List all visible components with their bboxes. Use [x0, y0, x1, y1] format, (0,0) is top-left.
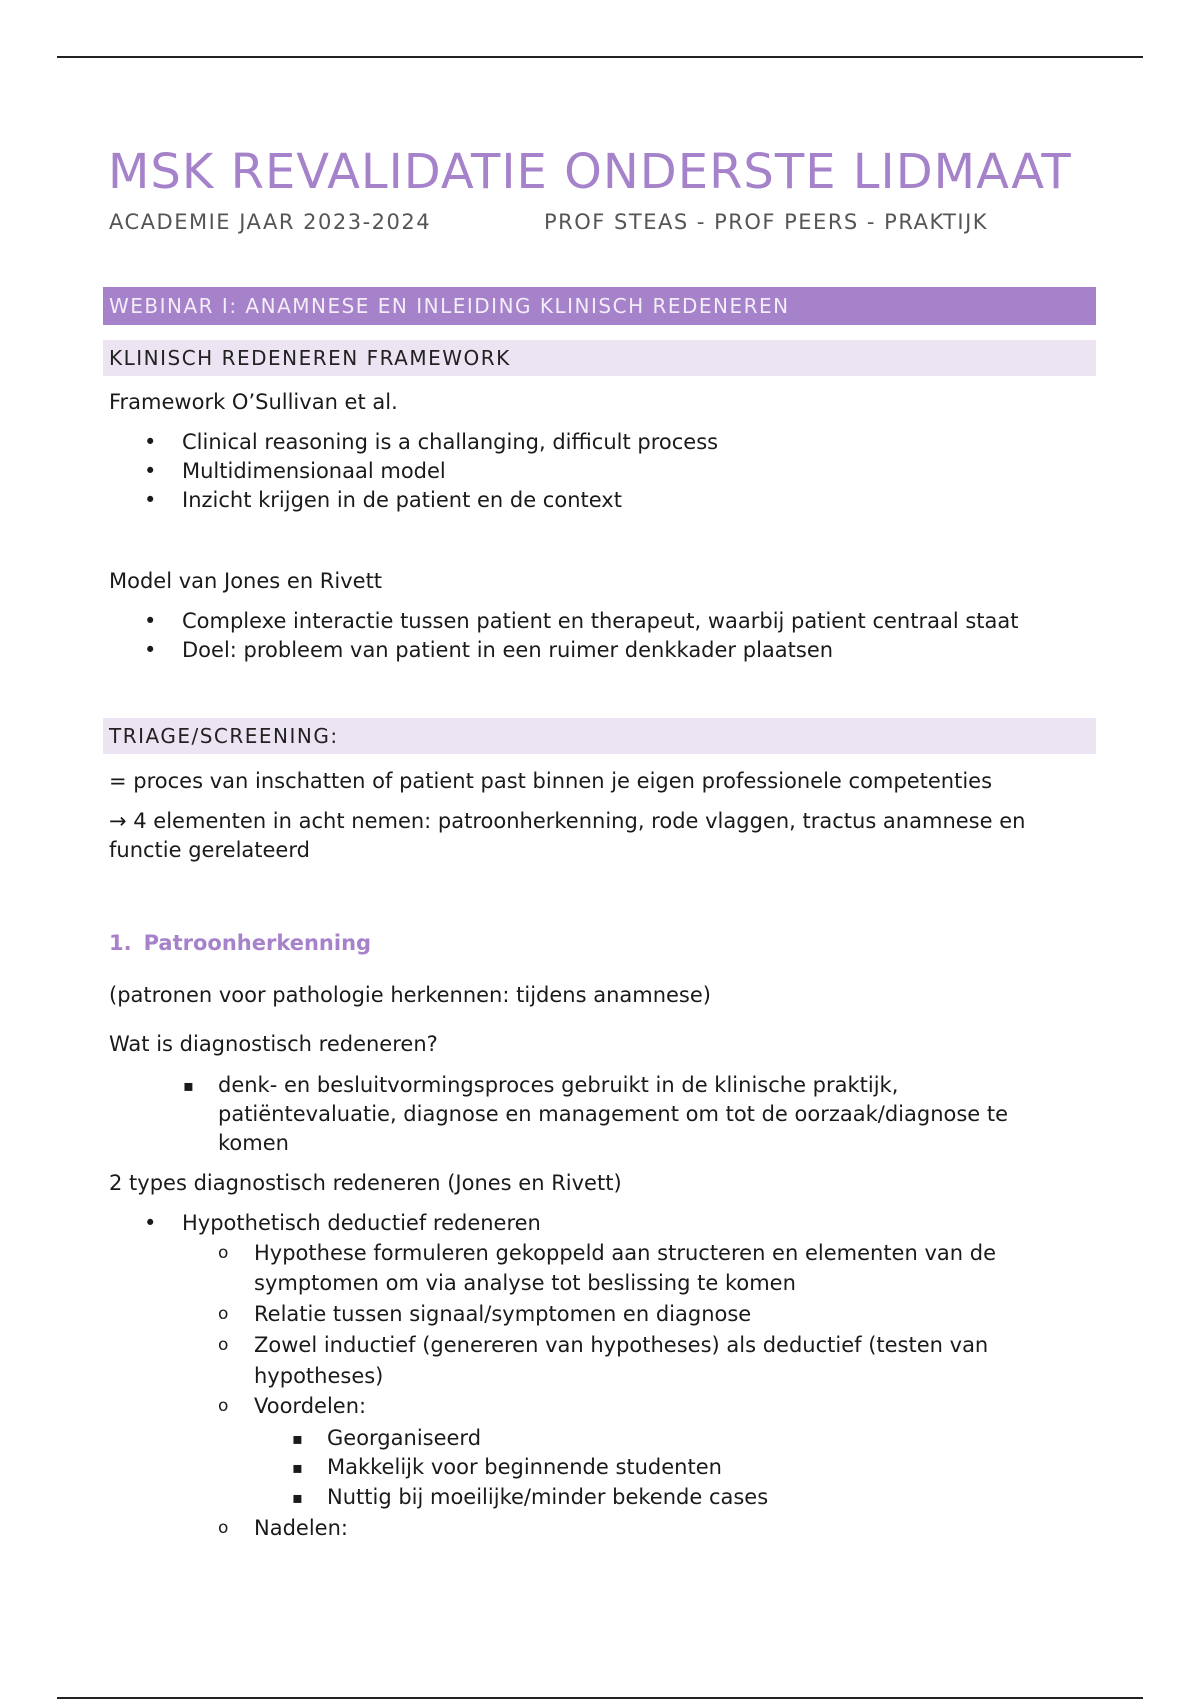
framework-bullet: Inzicht krijgen in de patient en de context	[182, 488, 622, 512]
type1-item: Relatie tussen signaal/symptomen en diagnose	[254, 1302, 752, 1326]
type1-item-continued: symptomen om via analyse tot beslissing te komen	[254, 1271, 796, 1295]
triage-definition: = proces van inschatten of patient past binnen je eigen professionele competenties	[109, 769, 993, 793]
document-title: MSK REVALIDATIE ONDERSTE LIDMAAT	[108, 144, 1072, 200]
model-bullet: Doel: probleem van patient in een ruimer denkkader plaatsen	[182, 638, 834, 662]
professors-line: PROF STEAS - PROF PEERS - PRAKTIJK	[544, 210, 989, 234]
webinar-heading: WEBINAR I: ANAMNESE EN INLEIDING KLINISCH REDENEREN	[103, 287, 1096, 325]
types-label: 2 types diagnostisch redeneren (Jones en Rivett)	[109, 1171, 622, 1195]
framework-bullet: Multidimensionaal model	[182, 459, 446, 483]
subsection-heading-patroonherkenning	[109, 931, 371, 955]
square-bullet-icon: ▪	[183, 1076, 194, 1095]
circle-bullet-icon: o	[218, 1518, 229, 1538]
circle-bullet-icon: o	[218, 1335, 229, 1355]
square-bullet-icon: ▪	[292, 1458, 303, 1477]
square-bullet-icon: ▪	[292, 1429, 303, 1448]
diagnostic-answer-line: komen	[218, 1131, 289, 1155]
voordelen-label: Voordelen:	[254, 1394, 367, 1418]
academic-year: ACADEMIE JAAR 2023-2024	[109, 210, 432, 234]
bottom-rule	[57, 1697, 1143, 1699]
bullet-icon: •	[144, 638, 157, 662]
voordelen-item: Makkelijk voor beginnende studenten	[327, 1455, 722, 1479]
model-bullet: Complexe interactie tussen patient en therapeut, waarbij patient centraal staat	[182, 609, 1019, 633]
nadelen-label: Nadelen:	[254, 1516, 348, 1540]
type1-item: Zowel inductief (genereren van hypotheses) als deductief (testen van	[254, 1333, 989, 1357]
bullet-icon: •	[144, 430, 157, 454]
diagnostic-answer-line: denk- en besluitvormingsproces gebruikt in de klinische praktijk,	[218, 1073, 899, 1097]
subsection-number: 1.	[109, 931, 132, 955]
circle-bullet-icon: o	[218, 1243, 229, 1263]
diagnostic-question: Wat is diagnostisch redeneren?	[109, 1032, 438, 1056]
subsection-title: Patroonherkenning	[143, 931, 372, 955]
bullet-icon: •	[144, 488, 157, 512]
type1-label: Hypothetisch deductief redeneren	[182, 1211, 541, 1235]
framework-bullet: Clinical reasoning is a challanging, difficult process	[182, 430, 719, 454]
type1-item-continued: hypotheses)	[254, 1364, 384, 1388]
top-rule	[57, 56, 1143, 58]
circle-bullet-icon: o	[218, 1304, 229, 1324]
section-heading-framework: KLINISCH REDENEREN FRAMEWORK	[103, 340, 1096, 376]
triage-elements-line2: functie gerelateerd	[109, 838, 310, 862]
bullet-icon: •	[144, 609, 157, 633]
voordelen-item: Nuttig bij moeilijke/minder bekende cases	[327, 1485, 769, 1509]
voordelen-item: Georganiseerd	[327, 1426, 482, 1450]
square-bullet-icon: ▪	[292, 1488, 303, 1507]
framework-label: Framework O’Sullivan et al.	[109, 390, 398, 414]
bullet-icon: •	[144, 459, 157, 483]
bullet-icon: •	[144, 1211, 157, 1235]
circle-bullet-icon: o	[218, 1396, 229, 1416]
patroon-intro: (patronen voor pathologie herkennen: tijdens anamnese)	[109, 983, 711, 1007]
triage-elements-line1: → 4 elementen in acht nemen: patroonherkenning, rode vlaggen, tractus anamnese en	[109, 809, 1026, 833]
section-heading-triage: TRIAGE/SCREENING:	[103, 718, 1096, 754]
type1-item: Hypothese formuleren gekoppeld aan structeren en elementen van de	[254, 1241, 996, 1265]
diagnostic-answer-line: patiëntevaluatie, diagnose en management om tot de oorzaak/diagnose te	[218, 1102, 1009, 1126]
model-label: Model van Jones en Rivett	[109, 569, 383, 593]
